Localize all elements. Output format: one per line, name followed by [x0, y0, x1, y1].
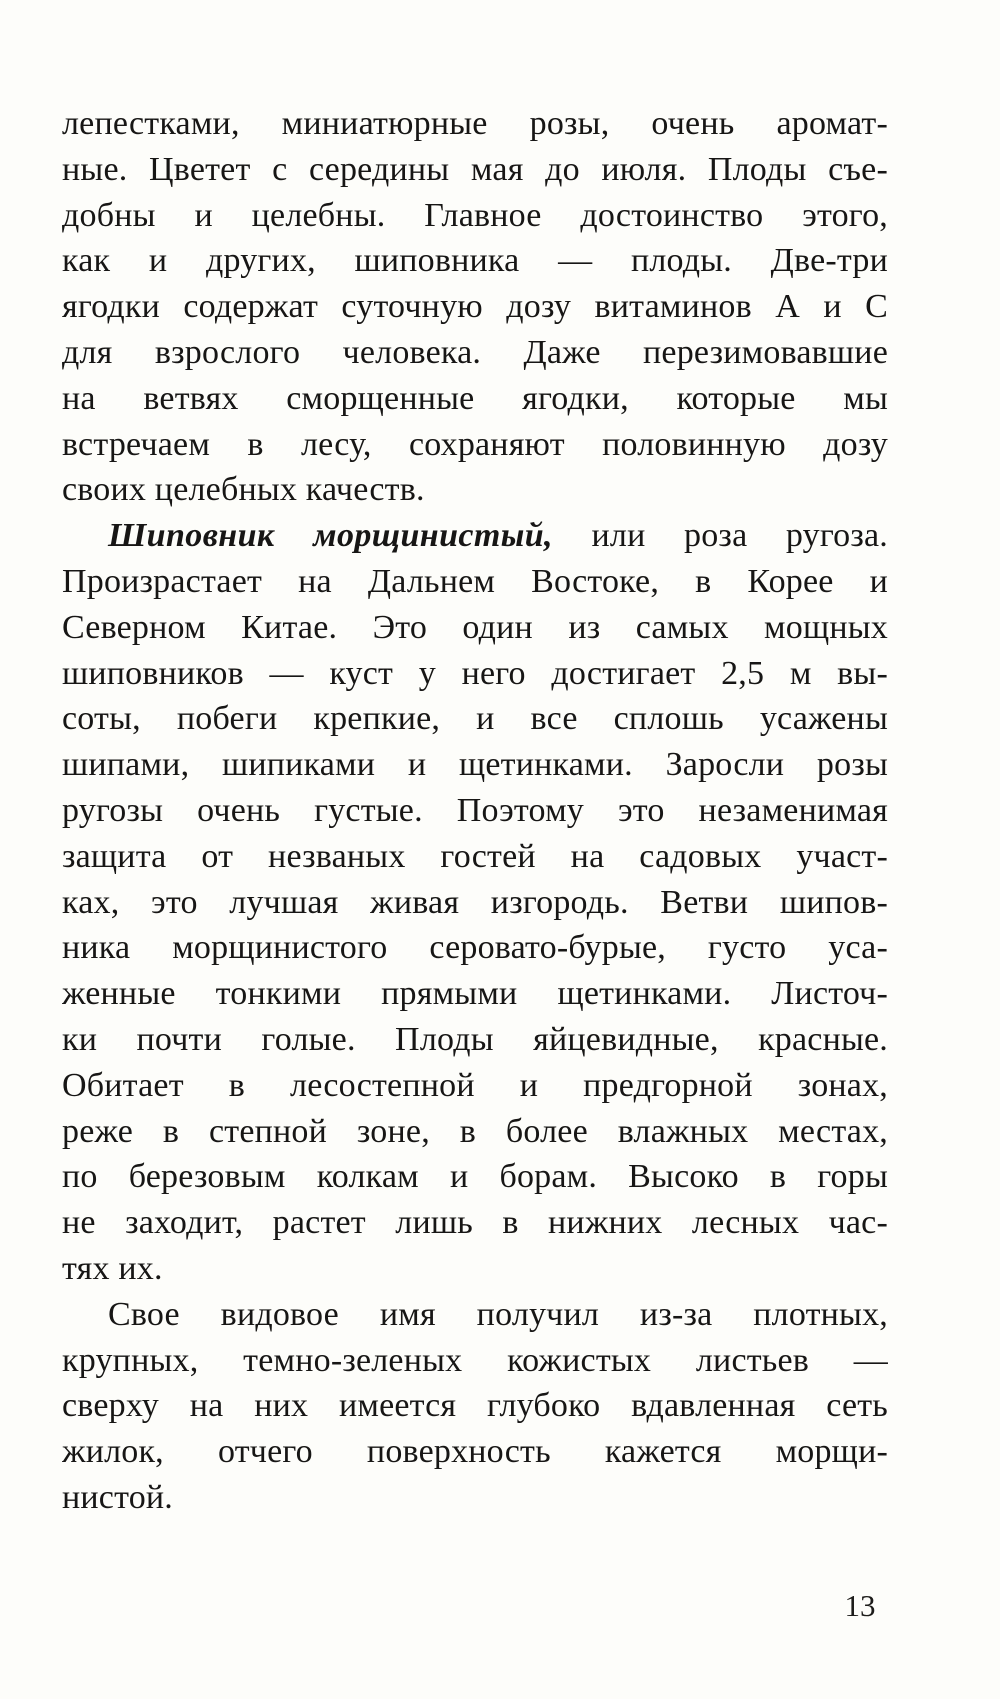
text-line: ягодки содержат суточную дозу витаминов А и С: [62, 288, 888, 326]
text-line: ках, это лучшая живая изгородь. Ветви шипов-: [62, 883, 888, 921]
text-line-rest: или роза ругоза.: [552, 517, 888, 555]
text-line: по березовым колкам и борам. Высоко в горы: [62, 1158, 888, 1196]
text-line: для взрослого человека. Даже перезимовавшие: [62, 333, 888, 371]
text-line: встречаем в лесу, сохраняют половинную дозу: [62, 425, 888, 463]
text-line: Произрастает на Дальнем Востоке, в Корее и: [62, 562, 888, 600]
text-line: не заходит, растет лишь в нижних лесных час-: [62, 1204, 888, 1242]
text-line: Северном Китае. Это один из самых мощных: [62, 608, 888, 646]
text-line: ника морщинистого серовато-бурые, густо уса-: [62, 929, 888, 967]
text-line: добны и целебны. Главное достоинство этого,: [62, 196, 888, 234]
text-line: сверху на них имеется глубоко вдавленная сеть: [62, 1387, 888, 1425]
text-line: защита от незваных гостей на садовых участ-: [62, 837, 888, 875]
text-line: своих целебных качеств.: [62, 471, 425, 509]
text-line: ругозы очень густые. Поэтому это незаменимая: [62, 791, 888, 829]
species-name-lead: Шиповник морщинистый,: [108, 517, 553, 555]
text-line: реже в степной зоне, в более влажных местах,: [62, 1112, 888, 1150]
body-text: [62, 101, 888, 1521]
page-number: 13: [844, 1588, 876, 1623]
text-line: шипами, шипиками и щетинками. Заросли розы: [62, 746, 888, 784]
text-line: жилок, отчего поверхность кажется морщи-: [62, 1433, 888, 1471]
text-line: женные тонкими прямыми щетинками. Листоч-: [62, 975, 888, 1013]
text-line: на ветвях сморщенные ягодки, которые мы: [62, 379, 888, 417]
text-line: [62, 513, 888, 559]
text-line: соты, побеги крепкие, и все сплошь усажены: [62, 700, 888, 738]
text-line: лепестками, миниатюрные розы, очень аромат-: [62, 105, 888, 142]
text-line: Свое видовое имя получил из-за плотных,: [108, 1295, 888, 1333]
text-line: тях их.: [62, 1249, 163, 1287]
text-line: нистой.: [62, 1478, 173, 1516]
text-line: шиповников — куст у него достигает 2,5 м вы-: [62, 654, 888, 692]
text-line: Обитает в лесостепной и предгорной зонах,: [62, 1066, 888, 1104]
text-line: ные. Цветет с середины мая до июля. Плоды съе-: [62, 150, 888, 188]
text-line: крупных, темно-зеленых кожистых листьев —: [62, 1341, 888, 1379]
text-line: ки почти голые. Плоды яйцевидные, красные.: [62, 1020, 888, 1058]
text-line: как и других, шиповника — плоды. Две-три: [62, 242, 888, 280]
